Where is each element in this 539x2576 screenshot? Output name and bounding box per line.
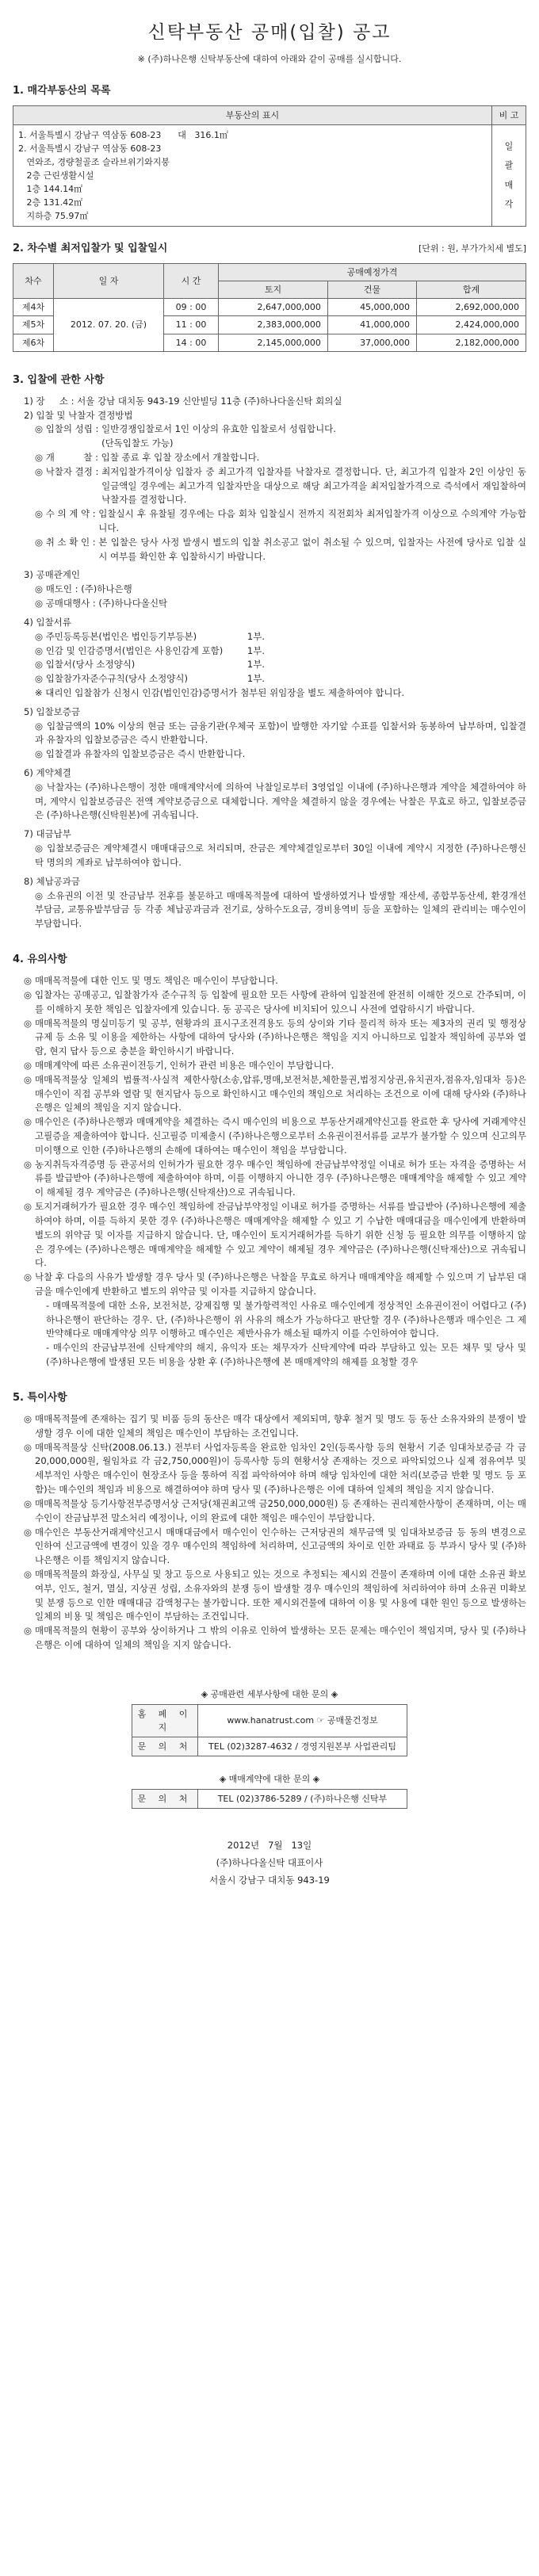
property-line: 2층 근린생활시설 [18, 170, 94, 182]
homepage-link[interactable]: www.hanatrust.com ☞ 공매물건정보 [198, 1704, 407, 1737]
inquiry-contract-table [132, 1789, 407, 1809]
remark-char: 매 [504, 179, 514, 190]
place-line [24, 395, 526, 409]
property-line: 1층 144.14㎡ [18, 184, 83, 195]
section-5-heading: 5. 특이사항 [13, 1391, 67, 1404]
remark-char: 괄 [504, 160, 514, 171]
col-price-group: 공매예정가격 [219, 264, 526, 281]
col-property-description: 부동산의 표시 [13, 105, 492, 124]
document-subtitle: ※ (주)하나은행 신탁부동산에 대하여 아래와 같이 공매를 실시합니다. [137, 53, 402, 64]
col-total: 합계 [417, 281, 526, 299]
notice-item: ◎ 토지거래허가가 필요한 경우 매수인 책임하에 잔금납부약정일 이내로 허가를 증명하는 서류를 발급받아 (주)하나은행에 제출하여야 하며, 이를 득하지 못한 경우 (주)하나은행은 매매계약을 해제할 수 있고 기 수납한 매매대금을 매수인에게 반환하며 별도의 위약금 및 이자를 지급하지 않습니다. 단, 매수인이 토지거래허가를 득하기 위한 신청 등 필요한 의무를 이행하지 않은 경우에는 (주)하나은행은 매매계약을 해제할 수 있고 계약이 해제될 경우 계약금은 (주)하나은행(신탁재산)으로 귀속됩니다. [24, 1201, 526, 1269]
cell-time: 09 : 00 [164, 299, 219, 316]
section-4-body [24, 974, 526, 1370]
footer-address: 서울시 강남구 대치동 943-19 [209, 1874, 330, 1886]
property-line: 2층 131.42㎡ [18, 197, 83, 208]
notice-item: ◎ 입찰자는 공매공고, 입찰참가자 준수규칙 등 입찰에 필요한 모든 사항에 관하여 입찰전에 완전히 이해한 것으로 간주되며, 이를 이해하지 못한 책임은 입찰자에게 있습니다. 동 공곡은 당사에 비치되어 있으니 사전에 열람하시기 바랍니다. [24, 988, 526, 1015]
property-list-table [13, 105, 526, 227]
footer-company: (주)하나다올신탁 대표이사 [216, 1856, 323, 1868]
footer [13, 1837, 526, 1890]
arrears-title: 8) 체납공과금 [24, 875, 81, 887]
documents-note: ※ 대리인 입찰참가 신청시 인감(법인인감)증명서가 첨부된 위임장을 별도 제출하여야 합니다. [35, 686, 405, 698]
cell-time: 14 : 00 [164, 334, 219, 351]
auction-party: ◎ 매도인 : (주)하나은행 [35, 583, 132, 595]
document-item: ◎ 입찰참가자준수규칙(당사 소정양식) 1부. [35, 673, 265, 685]
cell-land: 2,383,000,000 [219, 316, 328, 334]
col-land: 토지 [219, 281, 328, 299]
remark-cell [492, 124, 526, 226]
cell-land: 2,145,000,000 [219, 334, 328, 351]
notice-item: ◎ 매매목적물에 대한 인도 및 명도 책임은 매수인이 부담합니다. [24, 975, 278, 987]
arrears-item: ◎ 소유권의 이전 및 잔금납부 전후를 불문하고 매매목적물에 대하여 발생하였거나 발생할 재산세, 종합부동산세, 환경개선부담금, 교통유발부담금 등 각종 체납공과금과 전기료, 상하수도요금, 경비용역비 등을 포함하는 일체의 관리비는 매수인이 부담합니다. [35, 889, 526, 930]
document-item: ◎ 주민등록등본(법인은 법인등기부등본) 1부. [35, 630, 265, 642]
col-time: 시 간 [164, 264, 219, 299]
section-5-body [24, 1412, 526, 1653]
auction-party: ◎ 공매대행사 : (주)하나다올신탁 [35, 598, 168, 610]
inquiry-detail-table [132, 1704, 407, 1756]
notice-item: ◎ 매매계약에 따른 소유권이전등기, 인허가 관련 비용은 매수인이 부담합니다. [24, 1059, 334, 1071]
col-building: 건물 [327, 281, 416, 299]
cell-time: 11 : 00 [164, 316, 219, 334]
document-item: ◎ 인감 및 인감증명서(법인은 사용인감계 포함) 1부. [35, 644, 265, 656]
place-text: 서울 강남 대치동 943-19 신안빌딩 11층 (주)하나다올신탁 회의실 [77, 395, 342, 407]
contact-value: TEL (02)3287-4632 / 경영지원본부 사업관리팀 [198, 1737, 407, 1756]
notice-item: ◎ 매매목적물의 명실미등기 및 공부, 현황과의 표시구조전격용도 등의 상이와 기타 물리적 하자 또는 제3자의 권리 및 행정상 규제 등 소유 및 이용을 제한하는 사항에 대하여 당사와 (주)하나은행은 책임을 지지 아니하므로 입찰자 책임하에 공부와 열람, 현지 답사 등으로 충분을 확인하시기 바랍니다. [24, 1017, 526, 1057]
document-title: 신탁부동산 공매(입찰) 공고 [147, 22, 392, 43]
notice-subitem: - 매수인의 잔금납부전에 신탁계약의 해지, 유익자 또는 채무자가 신탁계약에 따라 부담하고 있는 모든 채무 및 당사 및 (주)하나은행에 발생된 모든 비용을 상환 후 (주)하나은행에 본 매매계약의 해제를 요청할 경우 [46, 1342, 526, 1368]
cell-round: 제5차 [13, 316, 54, 334]
contract-contact-value: TEL (02)3786-5289 / (주)하나은행 신탁부 [198, 1790, 407, 1809]
deposit-item: ◎ 입찰금액의 10% 이상의 현금 또는 금융기관(우체국 포함)이 발행한 자기앞 수표를 입찰서와 동봉하여 납부하며, 입찰결과 유찰자의 입찰보증금은 즉시 반환합니다. [35, 720, 526, 746]
table-row [13, 299, 526, 316]
notice-item: ◎ 매수인은 (주)하나은행과 매매계약을 체결하는 즉시 매수인의 비용으로 부동산거래계약신고를 완료한 후 당사에 거래계약신고필증을 제출하여야 합니다. 신고필증 미제출시 (주)하나은행으로부터 소유권이전서류를 교부가 불가할 수 있으며 신고의무 미이행으로 인한 (주)하나은행의 손해에 대하여는 매수인이 책임을 부담합니다. [24, 1116, 526, 1156]
contract-title: 6) 계약체결 [24, 767, 71, 779]
auction-parties-title: 3) 공매관계인 [24, 569, 81, 581]
remark-char: 각 [504, 198, 514, 209]
property-line: 2. 서울특별시 강남구 역삼동 608-23 [18, 143, 162, 154]
method-title: 2) 입찰 및 낙찰자 결정방법 [24, 409, 133, 421]
document-item: ◎ 입찰서(당사 소정양식) 1부. [35, 659, 265, 671]
section-2-heading: 2. 차수별 최저입찰가 및 입찰일시 [13, 243, 168, 255]
col-round: 차수 [13, 264, 54, 299]
section-3-heading: 3. 입찰에 관한 사항 [13, 373, 105, 386]
cell-date: 2012. 07. 20. (금) [54, 299, 164, 351]
contract-item: ◎ 낙찰자는 (주)하나은행이 정한 매매계약서에 의하여 낙찰일로부터 3영업일 이내에 (주)하나은행과 계약을 체결하여야 하며, 계약시 입찰보증금은 전액 계약보증금으로 대체합니다. 계약을 체결하지 않을 경우에는 낙찰은 무효로 하고, 입찰보증금은 (주)하나은행(신탁원본)에 귀속됩니다. [35, 781, 526, 821]
payment-title: 7) 대금납부 [24, 828, 71, 840]
col-date: 일 자 [54, 264, 164, 299]
section-2-header [13, 241, 526, 257]
method-item: ◎ 낙찰자 결정 : 최저입찰가격이상 입찰자 중 최고가격 입찰자를 낙찰자로 결정합니다. 단, 최고가격 입찰자 2인 이상인 동일금액일 경우에는 최고가격 입찰자만을 대상으로 해당 최고가격을 최저입찰가격으로 즉석에서 재입찰하여 낙찰자를 결정합니다. [35, 465, 526, 506]
property-line: 1. 서울특별시 강남구 역삼동 608-23 대 316.1㎡ [18, 129, 228, 140]
payment-item: ◎ 입찰보증금은 계약체결시 매매대금으로 처리되며, 잔금은 계약체결일로부터 30일 이내에 계약시 지정한 (주)하나은행신탁 명의의 계좌로 납부하여야 합니다. [35, 843, 526, 868]
method-item: ◎ 입찰의 성립 : 일반경쟁입찰로서 1인 이상의 유효한 입찰로서 성립합니다. (단독입찰도 가능) [35, 423, 336, 449]
inquiry-contract-box [132, 1772, 407, 1809]
cell-round: 제4차 [13, 299, 54, 316]
notice-item: ◎ 매매목적물상 일체의 법률적·사실적 제한사항(소송,압류,명매,보전처분,체한물권,법정지상권,유치권자,점유자,임대차 등)은 매수인이 직접 공부와 열람 및 현지답사 등으로 확인하시고 매수인의 책임으로 처리하는 조건으로 이에 대해 당사와 (주)하나은행은 일체의 책임을 지지 않습니다. [24, 1073, 526, 1114]
cell-round: 제6차 [13, 334, 54, 351]
cell-building: 41,000,000 [327, 316, 416, 334]
section-4-heading: 4. 유의사항 [13, 953, 67, 965]
documents-title: 4) 입찰서류 [24, 616, 71, 628]
special-item: ◎ 매수인은 부동산거래계약신고시 매매대금에서 매수인이 인수하는 근저당권의 채무금액 및 임대차보증금 등 동의 변경으로 인하여 신고금액에 변경이 있을 경우 매수인의 책임하에 처리하며, 신고금액의 차이로 인한 과태료 등 부과시 당사 및 (주)하나은행은 이를 책임지지 않습니다. [24, 1526, 526, 1566]
col-remark: 비 고 [492, 105, 526, 124]
contact-label: 문 의 처 [132, 1737, 198, 1756]
inquiry-detail-box [132, 1687, 407, 1756]
property-line: 지하층 75.97㎡ [18, 211, 89, 222]
section-1-heading: 1. 매각부동산의 목록 [13, 84, 111, 97]
cell-total: 2,692,000,000 [417, 299, 526, 316]
method-item: ◎ 개 찰 : 입찰 종료 후 입찰 장소에서 개찰합니다. [35, 451, 260, 463]
special-item: ◎ 매매목적물에 존재하는 집기 및 비품 등의 동산은 매각 대상에서 제외되며, 향후 철거 및 명도 등 동산 소유자와의 분쟁이 발생할 경우 이에 대한 일체의 책임은 매수인이 부담하는 조건입니다. [24, 1413, 526, 1439]
method-item: ◎ 수 의 계 약 : 입찰실시 후 유찰될 경우에는 다음 회차 입찰실시 전까지 직전회차 최저입찰가격 이상으로 수의계약 가능합니다. [35, 508, 526, 534]
unit-note: [단위 : 원, 부가가치세 별도] [418, 243, 526, 254]
notice-subitem: - 매매목적물에 대한 소유, 보전처분, 강제집행 및 불가항력적인 사유로 매수인에게 정상적인 소유권이전이 어렵다고 (주)하나은행이 판단하는 경우. 단, (주)하나은행이 위 사유의 해소가 가능하다고 판단할 경우 (주)하나은행과 매수인은 그 제반약해다로 매매계약상 의무 이행하고 매수인은 제반사유가 해소될 때까지 이를 수인하여야 합니다. [46, 1299, 526, 1340]
section-3-body [24, 395, 526, 931]
cell-land: 2,647,000,000 [219, 299, 328, 316]
notice-item: ◎ 낙찰 후 다음의 사유가 발생할 경우 당사 및 (주)하나은행은 낙찰을 무효로 하거나 매매계약을 해제할 수 있으며 기 납부된 대금을 매수인에게 반환하고 별도의 위약금 및 이자를 지급하지 않습니다. [24, 1271, 526, 1297]
method-item: ◎ 취 소 확 인 : 본 입찰은 당사 사정 발생시 별도의 입찰 취소공고 없이 취소될 수 있으며, 입찰자는 사전에 당사로 입찰 실시 여부를 확인한 후 입찰하시기 바랍니다. [35, 536, 526, 562]
special-item: ◎ 매매목적물상 신탁(2008.06.13.) 전부터 사업자등록을 완료한 임차인 2인(등록사항 등의 현황서 기준 임대차보증금 각 금20,000,000원, 월임차료 각 금2,750,000원)이 등록사항 등의 현황서상 존재하는 것으로 파악되었으나 실제 점유여부 및 세부적인 사항은 매수인이 현장조사 등을 통하여 직접 파악하여야 하며 해당 임차인에 대한 처리(보증금 반환 및 명도 등 포함)는 매수인의 책임과 비용으로 해결하여야 하며 당사 및 (주)하나은행은 이에 대하여 일체의 책임을 지지 않습니다. [24, 1441, 526, 1496]
homepage-label: 홈 페 이 지 [132, 1704, 198, 1737]
footer-date: 2012년 7월 13일 [227, 1840, 312, 1852]
cell-total: 2,182,000,000 [417, 334, 526, 351]
special-item: ◎ 매매목적물의 현황이 공부와 상이하거나 그 밖의 이유로 인하여 발생하는 모든 문제는 매수인이 책임지며, 당사 및 (주)하나은행은 이에 대하여 일체의 책임을 지지 않습니다. [24, 1625, 526, 1650]
property-description-cell [13, 124, 492, 226]
deposit-title: 5) 입찰보증금 [24, 705, 81, 717]
property-line: 연와조, 경량철골조 슬라브위기와지붕 [18, 156, 170, 167]
special-item: ◎ 매매목적물의 화장실, 사무실 및 창고 등으로 사용되고 있는 것으로 추정되는 제시외 건물이 존재하며 이에 대한 소유권 확보 여부, 인도, 철거, 멸실, 지상권 성립, 소유자와의 분쟁 등이 발생할 경우 매수인의 책임하에 처리하여야 하며 소유권 미확보 및 분쟁 등으로 인한 매매대금 감액청구는 불가합니다. 또한 제시외건물에 대하여 이용 및 사용에 대한 원인 등으로 발생하는 일체의 비용 및 책임은 매수인이 부담하는 조건입니다. [24, 1568, 526, 1622]
notice-item: ◎ 농지취득자격증명 등 관공서의 인허가가 필요한 경우 매수인 책임하에 잔금납부약정일 이내로 허가 또는 자격을 증명하는 서류를 발급받아 (주)하나은행에 제출하여야 하며, 이를 이행하지 아니한 경우 (주)하나은행은 매매계약을 해제할 수 있고 계약이 해제될 경우 계약금은 (주)하나은행(신탁재산)으로 귀속됩니다. [24, 1158, 526, 1198]
inquiry-detail-heading: ◈ 공매관련 세부사항에 대한 문의 ◈ [201, 1688, 338, 1699]
special-item: ◎ 매매목적물상 등기사항전부증명서상 근저당(채권최고액 금250,000,000원) 등 존재하는 권리제한사항이 존재하며, 이는 매수인이 잔금납부전 말소처리 예정이나, 이의 완료에 대한 책임은 매수인이 부담합니다. [24, 1497, 526, 1523]
cell-building: 37,000,000 [327, 334, 416, 351]
deposit-item: ◎ 입찰결과 유찰자의 입찰보증금은 즉시 반환합니다. [35, 748, 246, 760]
remark-char: 일 [504, 141, 514, 152]
place-label: 1) 장 소 : [24, 395, 78, 407]
price-schedule-table [13, 263, 526, 351]
cell-building: 45,000,000 [327, 299, 416, 316]
contract-contact-label: 문 의 처 [132, 1790, 198, 1809]
cell-total: 2,424,000,000 [417, 316, 526, 334]
inquiry-contract-heading: ◈ 매매계약에 대한 문의 ◈ [219, 1774, 320, 1784]
